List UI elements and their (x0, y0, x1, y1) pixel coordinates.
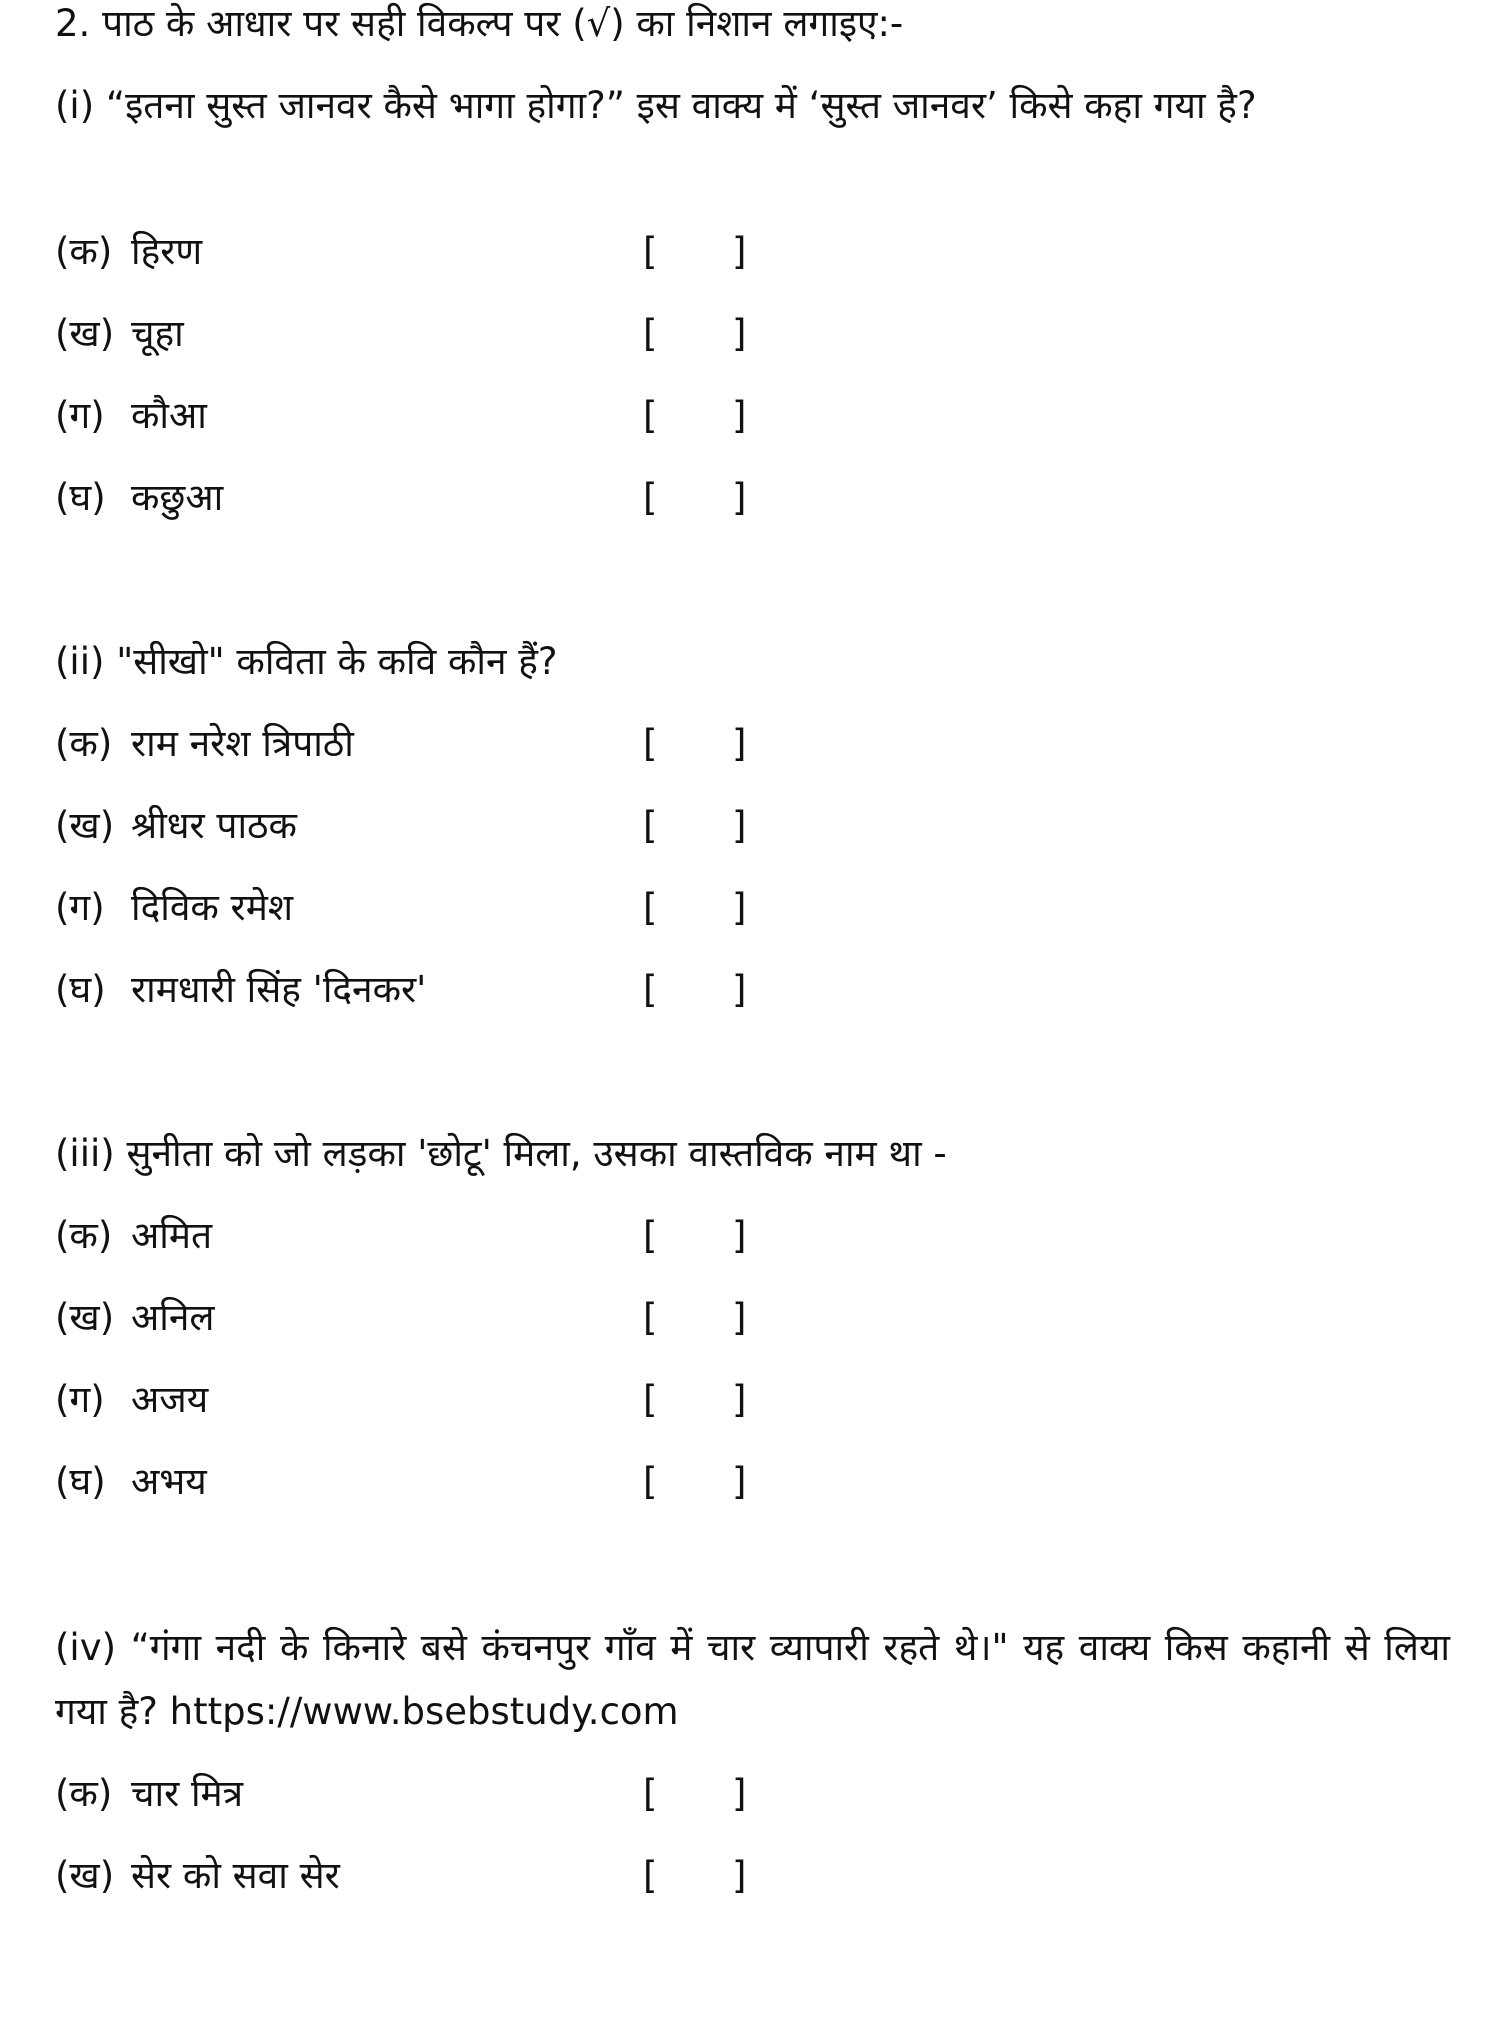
answer-box-open: [ (643, 968, 658, 1011)
option-mark: (क) (55, 230, 113, 273)
answer-box-close: ] (732, 1854, 747, 1897)
option-q1-c (55, 392, 207, 440)
option-mark: (ख) (55, 1296, 115, 1339)
option-mark: (ग) (55, 886, 105, 929)
answer-box-open: [ (643, 1296, 658, 1339)
option-text: चूहा (131, 312, 184, 355)
option-mark: (घ) (55, 1460, 106, 1503)
option-text: अमित (131, 1214, 213, 1257)
answer-box-open: [ (643, 804, 658, 847)
answer-box-open: [ (643, 394, 658, 437)
option-q4-b (55, 1852, 340, 1900)
answer-box-close: ] (732, 476, 747, 519)
section-heading: 2. पाठ के आधार पर सही विकल्प पर (√) का निशान लगाइए:- (55, 2, 904, 45)
answer-box-close: ] (732, 394, 747, 437)
option-q2-c (55, 884, 293, 932)
question-1: (i) “इतना सुस्त जानवर कैसे भागा होगा?” इस वाक्य में ‘सुस्त जानवर’ किसे कहा गया है? (55, 84, 1257, 127)
option-text: श्रीधर पाठक (131, 804, 297, 847)
option-mark: (घ) (55, 968, 106, 1011)
option-mark: (ख) (55, 804, 115, 847)
option-text: दिविक रमेश (131, 886, 293, 929)
option-q2-b (55, 802, 297, 850)
answer-box-open: [ (643, 1854, 658, 1897)
option-mark: (क) (55, 722, 113, 765)
option-mark: (ख) (55, 1854, 115, 1897)
answer-box-close: ] (732, 1772, 747, 1815)
option-text: अनिल (131, 1296, 215, 1339)
answer-box-open: [ (643, 230, 658, 273)
answer-box-close: ] (732, 722, 747, 765)
answer-box-open: [ (643, 1460, 658, 1503)
answer-box-open: [ (643, 476, 658, 519)
option-mark: (क) (55, 1772, 113, 1815)
option-text: अभय (131, 1460, 207, 1503)
answer-box-close: ] (732, 804, 747, 847)
option-q3-b (55, 1294, 214, 1342)
answer-box-open: [ (643, 1378, 658, 1421)
option-q1-d (55, 474, 223, 522)
option-mark: (ग) (55, 394, 105, 437)
option-text: चार मित्र (131, 1772, 244, 1815)
option-q1-a (55, 228, 202, 276)
answer-box-close: ] (732, 1214, 747, 1257)
answer-box-close: ] (732, 1296, 747, 1339)
option-text: हिरण (131, 230, 203, 273)
option-mark: (घ) (55, 476, 106, 519)
answer-box-open: [ (643, 1214, 658, 1257)
answer-box-close: ] (732, 968, 747, 1011)
option-text: अजय (131, 1378, 209, 1421)
option-q2-a (55, 720, 354, 768)
question-3: (iii) सुनीता को जो लड़का 'छोटू' मिला, उसका वास्तविक नाम था - (55, 1132, 947, 1175)
option-q4-a (55, 1770, 243, 1818)
option-q1-b (55, 310, 184, 358)
answer-box-close: ] (732, 1460, 747, 1503)
option-text: राम नरेश त्रिपाठी (131, 722, 354, 765)
answer-box-close: ] (732, 1378, 747, 1421)
option-mark: (ग) (55, 1378, 105, 1421)
option-text: सेर को सवा सेर (131, 1854, 340, 1897)
answer-box-close: ] (732, 230, 747, 273)
option-q3-a (55, 1212, 212, 1260)
option-mark: (ख) (55, 312, 115, 355)
answer-box-close: ] (732, 312, 747, 355)
option-text: कौआ (131, 394, 207, 437)
answer-box-close: ] (732, 886, 747, 929)
option-q3-c (55, 1376, 208, 1424)
option-q3-d (55, 1458, 207, 1506)
question-2: (ii) "सीखो" कविता के कवि कौन हैं? (55, 640, 558, 683)
answer-box-open: [ (643, 886, 658, 929)
answer-box-open: [ (643, 722, 658, 765)
answer-box-open: [ (643, 312, 658, 355)
answer-box-open: [ (643, 1772, 658, 1815)
option-text: रामधारी सिंह 'दिनकर' (131, 968, 427, 1011)
option-text: कछुआ (131, 476, 224, 519)
question-4: (iv) “गंगा नदी के किनारे बसे कंचनपुर गाँव में चार व्यापारी रहते थे।" यह वाक्य किस कहानी से लिया गया है? https://www.bsebstudy.com (55, 1626, 1450, 1733)
option-mark: (क) (55, 1214, 113, 1257)
option-q2-d (55, 966, 426, 1014)
